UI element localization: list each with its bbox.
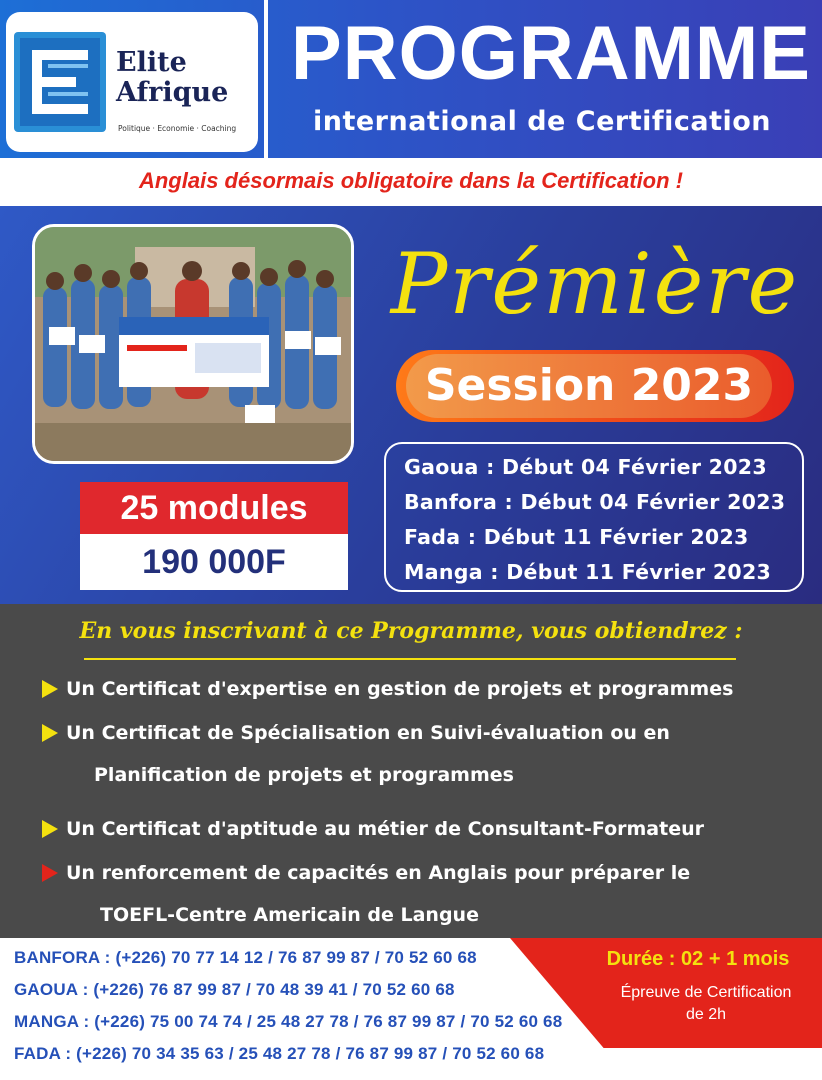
benefits-heading: En vous inscrivant à ce Programme, vous obtiendrez : [79, 618, 743, 644]
page-subtitle: international de Certification [312, 106, 772, 137]
script-title: Prémière [390, 235, 800, 333]
schedule-box [384, 442, 804, 592]
graduation-photo [32, 224, 354, 464]
arrow-bullet-icon [42, 820, 58, 838]
contact-line: GAOUA : (+226) 76 87 99 87 / 70 48 39 41 / 70 52 60 68 [14, 980, 455, 999]
footer [0, 938, 822, 1080]
benefit-text: Un renforcement de capacités en Anglais pour préparer le [66, 862, 691, 884]
benefit-text: Un Certificat de Spécialisation en Suivi-évaluation ou en [66, 722, 670, 744]
session-badge [396, 350, 794, 422]
benefit-text: Un Certificat d'expertise en gestion de projets et programmes [66, 678, 734, 700]
benefit-text: Un Certificat d'aptitude au métier de Consultant-Formateur [66, 818, 704, 840]
duration-title: Durée : 02 + 1 mois [606, 948, 790, 970]
contact-line: BANFORA : (+226) 70 77 14 12 / 76 87 99 87 / 70 52 60 68 [14, 948, 477, 967]
benefit-item [42, 852, 690, 894]
notice-band [0, 158, 822, 206]
price-box [80, 482, 348, 590]
brand-name-line2: Afrique [116, 77, 229, 108]
heading-underline [84, 658, 736, 660]
benefit-item [42, 668, 733, 710]
contact-line: MANGA : (+226) 75 00 74 74 / 25 48 27 78 / 76 87 99 87 / 70 52 60 68 [14, 1012, 563, 1031]
schedule-line: Gaoua : Début 04 Février 2023 [404, 455, 767, 479]
exam-line: Épreuve de Certification [620, 984, 792, 1001]
group-photo-illustration [35, 227, 351, 461]
session-label: Session 2023 [406, 354, 772, 418]
header-divider [264, 0, 268, 158]
header-banner [0, 0, 822, 158]
schedule-line: Banfora : Début 04 Février 2023 [404, 490, 786, 514]
schedule-line: Manga : Début 11 Février 2023 [404, 560, 772, 584]
notice-text: Anglais désormais obligatoire dans la Certification ! [138, 168, 683, 193]
brand-name-line1: Elite [116, 47, 187, 78]
exam-info [590, 982, 822, 1026]
price-value: 190 000F [80, 534, 348, 590]
exam-line: de 2h [685, 1006, 727, 1023]
brand-logo-card [6, 12, 258, 152]
brand-name [116, 48, 228, 108]
arrow-bullet-icon [42, 680, 58, 698]
benefit-item [42, 808, 704, 850]
page-title: PROGRAMME [291, 11, 811, 96]
benefit-continuation: TOEFL-Centre Americain de Langue [100, 904, 479, 926]
brand-tagline: Politique · Economie · Coaching [118, 124, 237, 133]
hero-section [0, 206, 822, 604]
modules-count: 25 modules [80, 482, 348, 534]
arrow-bullet-icon [42, 864, 58, 882]
contact-line: FADA : (+226) 70 34 35 63 / 25 48 27 78 / 76 87 99 87 / 70 52 60 68 [14, 1044, 545, 1063]
benefit-item [42, 712, 670, 754]
benefits-section [0, 604, 822, 938]
elite-afrique-logo-icon [14, 32, 106, 132]
arrow-bullet-icon [42, 724, 58, 742]
schedule-line: Fada : Début 11 Février 2023 [404, 525, 749, 549]
benefit-continuation: Planification de projets et programmes [94, 764, 514, 786]
